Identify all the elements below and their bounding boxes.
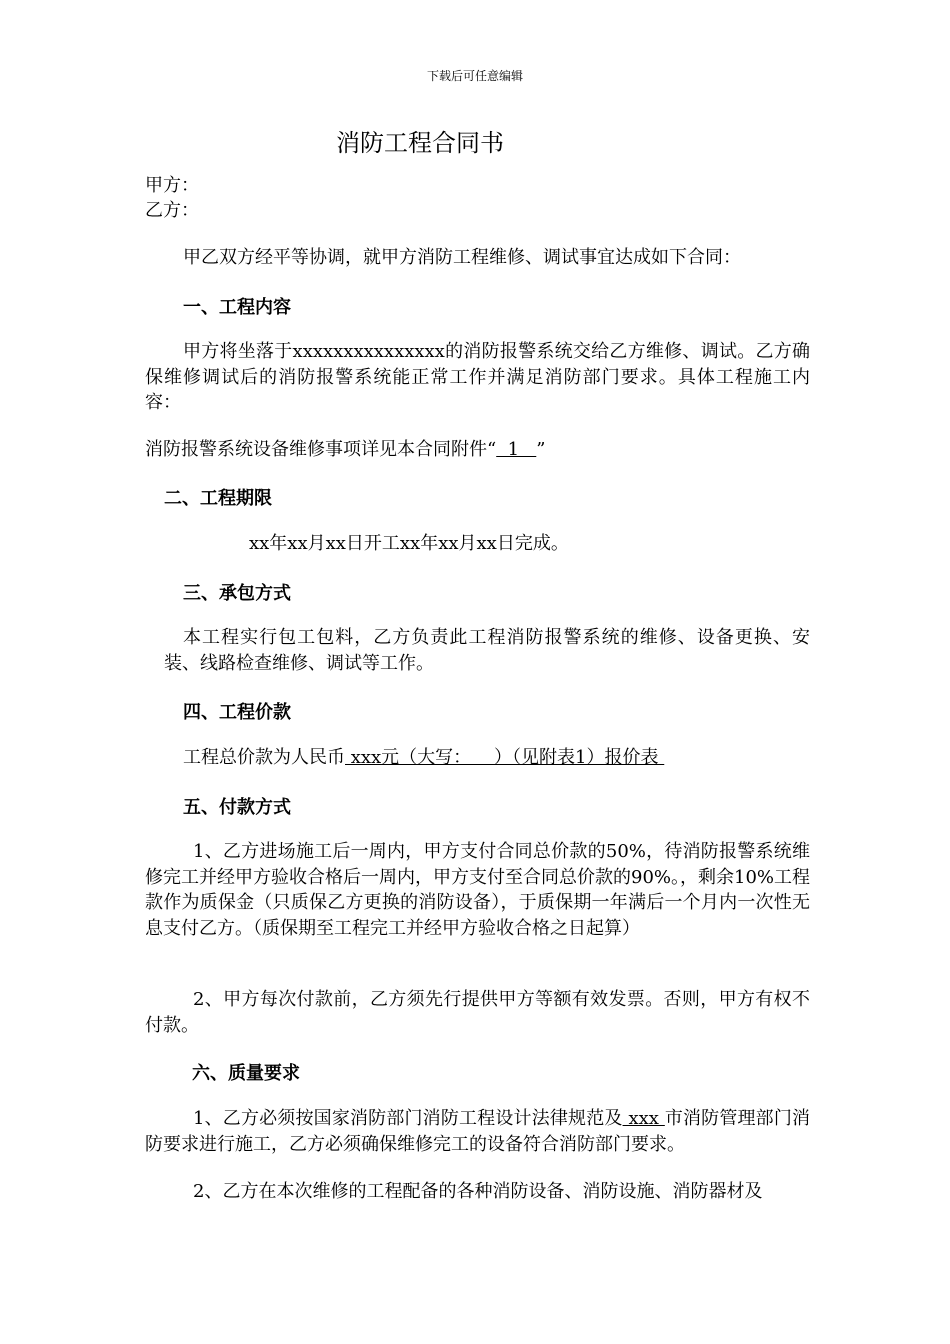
section-2-paragraph: xx年xx月xx日开工xx年xx月xx日完成。: [249, 533, 569, 554]
price-value: xxx元（大写： ）（见附表1）报价表: [345, 747, 665, 768]
section-3-paragraph: 本工程实行包工包料，乙方负责此工程消防报警系统的维修、设备更换、安装、线路检查维修、调试等工作。: [164, 627, 810, 674]
party-b-label: 乙方：: [145, 200, 199, 221]
section-4-heading: 四、工程价款: [183, 702, 291, 723]
party-a-label: 甲方：: [145, 175, 199, 196]
section-3-heading: 三、承包方式: [183, 583, 291, 604]
section-1-heading: 一、工程内容: [183, 297, 291, 318]
quality-prefix: 1、乙方必须按国家消防部门消防工程设计法律规范及: [193, 1108, 623, 1129]
city-name: xxx: [622, 1108, 665, 1129]
attachment-number: 1: [496, 439, 537, 460]
attachment-line: [145, 437, 545, 463]
attachment-prefix: 消防报警系统设备维修事项详见本合同附件“: [145, 439, 497, 460]
section-6-heading: 六、质量要求: [192, 1063, 300, 1084]
attachment-suffix: ”: [536, 439, 546, 460]
section-5-paragraph-2: 2、甲方每次付款前，乙方须先行提供甲方等额有效发票。否则，甲方有权不付款。: [145, 989, 810, 1036]
section-5-heading: 五、付款方式: [183, 797, 291, 818]
section-5-paragraph-1: 1、乙方进场施工后一周内，甲方支付合同总价款的50%，待消防报警系统维修完工并经甲方验收合格后一周内，甲方支付至合同总价款的90%。，剩余10%工程款作为质保金（只质保乙方更换的消防设备），于质保期一年满后一个月内一次性无息支付乙方。（质保期至工程完工并经甲方验收合格之日起算）: [145, 841, 811, 939]
price-line: [183, 745, 664, 771]
section-1-paragraph: 甲方将坐落于xxxxxxxxxxxxxxx的消防报警系统交给乙方维修、调试。乙方确保维修调试后的消防报警系统能正常工作并满足消防部门要求。具体工程施工内容：: [145, 341, 810, 413]
header-note: 下载后可任意编辑: [426, 69, 523, 83]
document-title: 消防工程合同书: [336, 129, 504, 157]
price-prefix: 工程总价款为人民币: [183, 747, 345, 768]
intro-paragraph: 甲乙双方经平等协调，就甲方消防工程维修、调试事宜达成如下合同：: [183, 247, 741, 268]
section-6-paragraph-1: [145, 1106, 810, 1157]
section-2-heading: 二、工程期限: [164, 488, 272, 509]
section-6-paragraph-2: 2、乙方在本次维修的工程配备的各种消防设备、消防设施、消防器材及: [193, 1181, 763, 1202]
quality-suffix: 市消防管理部门消防要求进行施工，乙方必须确保维修完工的设备符合消防部门要求。: [145, 1108, 811, 1155]
